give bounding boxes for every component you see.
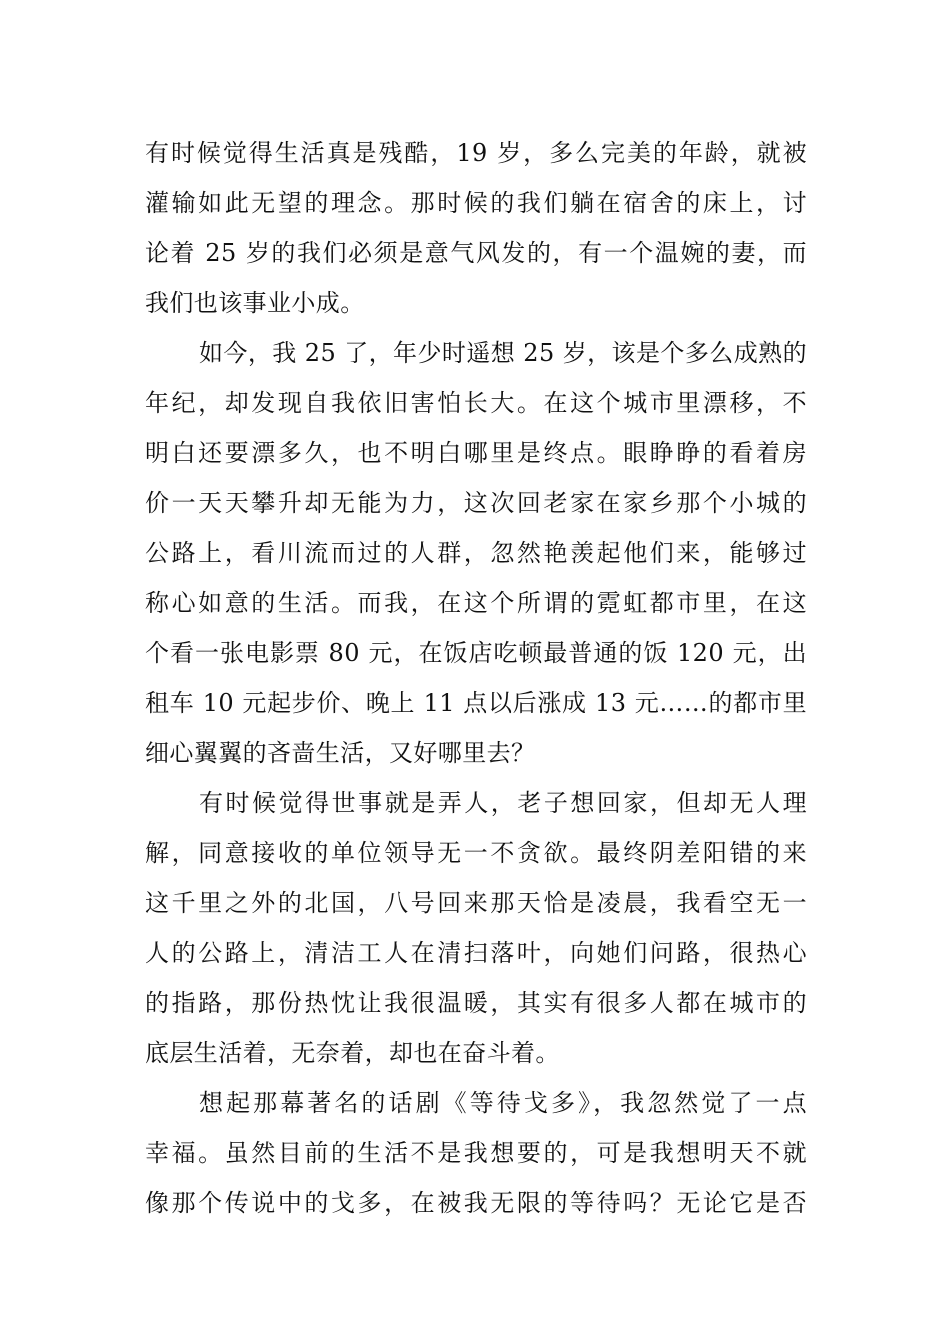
paragraph-line: 像那个传说中的戈多，在被我无限的等待吗？无论它是否 bbox=[145, 1189, 807, 1217]
paragraph-4 bbox=[145, 1078, 807, 1228]
paragraph-line: 公路上，看川流而过的人群，忽然艳羡起他们来，能够过 bbox=[145, 539, 807, 567]
paragraph-line: 有时候觉得生活真是残酷，19 岁，多么完美的年龄，就被 bbox=[145, 139, 807, 167]
paragraph-line: 细心翼翼的吝啬生活，又好哪里去？ bbox=[145, 739, 536, 767]
paragraph-line: 底层生活着，无奈着，却也在奋斗着。 bbox=[145, 1039, 560, 1067]
paragraph-line: 解，同意接收的单位领导无一不贪欲。最终阴差阳错的来 bbox=[145, 839, 807, 867]
paragraph-line: 我们也该事业小成。 bbox=[145, 289, 365, 317]
paragraph-line: 价一天天攀升却无能为力，这次回老家在家乡那个小城的 bbox=[145, 489, 807, 517]
paragraph-line: 租车 10 元起步价、晚上 11 点以后涨成 13 元……的都市里 bbox=[145, 689, 807, 717]
paragraph-line: 人的公路上，清洁工人在清扫落叶，向她们问路，很热心 bbox=[145, 939, 807, 967]
paragraph-line: 如今，我 25 了，年少时遥想 25 岁，该是个多么成熟的 bbox=[199, 339, 807, 367]
paragraph-line: 灌输如此无望的理念。那时候的我们躺在宿舍的床上，讨 bbox=[145, 189, 807, 217]
paragraph-line: 想起那幕著名的话剧《等待戈多》，我忽然觉了一点 bbox=[199, 1089, 807, 1117]
paragraph-line: 幸福。虽然目前的生活不是我想要的，可是我想明天不就 bbox=[145, 1139, 807, 1167]
paragraph-line: 明白还要漂多久，也不明白哪里是终点。眼睁睁的看着房 bbox=[145, 439, 807, 467]
document-body bbox=[145, 128, 807, 1228]
paragraph-line: 有时候觉得世事就是弄人，老子想回家，但却无人理 bbox=[199, 789, 807, 817]
paragraph-line: 的指路，那份热忱让我很温暖，其实有很多人都在城市的 bbox=[145, 989, 807, 1017]
paragraph-line: 个看一张电影票 80 元，在饭店吃顿最普通的饭 120 元，出 bbox=[145, 639, 807, 667]
paragraph-line: 称心如意的生活。而我，在这个所谓的霓虹都市里，在这 bbox=[145, 589, 807, 617]
paragraph-3 bbox=[145, 778, 807, 1078]
paragraph-line: 这千里之外的北国，八号回来那天恰是凌晨，我看空无一 bbox=[145, 889, 807, 917]
paragraph-1 bbox=[145, 128, 807, 328]
paragraph-2 bbox=[145, 328, 807, 778]
paragraph-line: 年纪，却发现自我依旧害怕长大。在这个城市里漂移，不 bbox=[145, 389, 807, 417]
paragraph-line: 论着 25 岁的我们必须是意气风发的，有一个温婉的妻，而 bbox=[145, 239, 807, 267]
